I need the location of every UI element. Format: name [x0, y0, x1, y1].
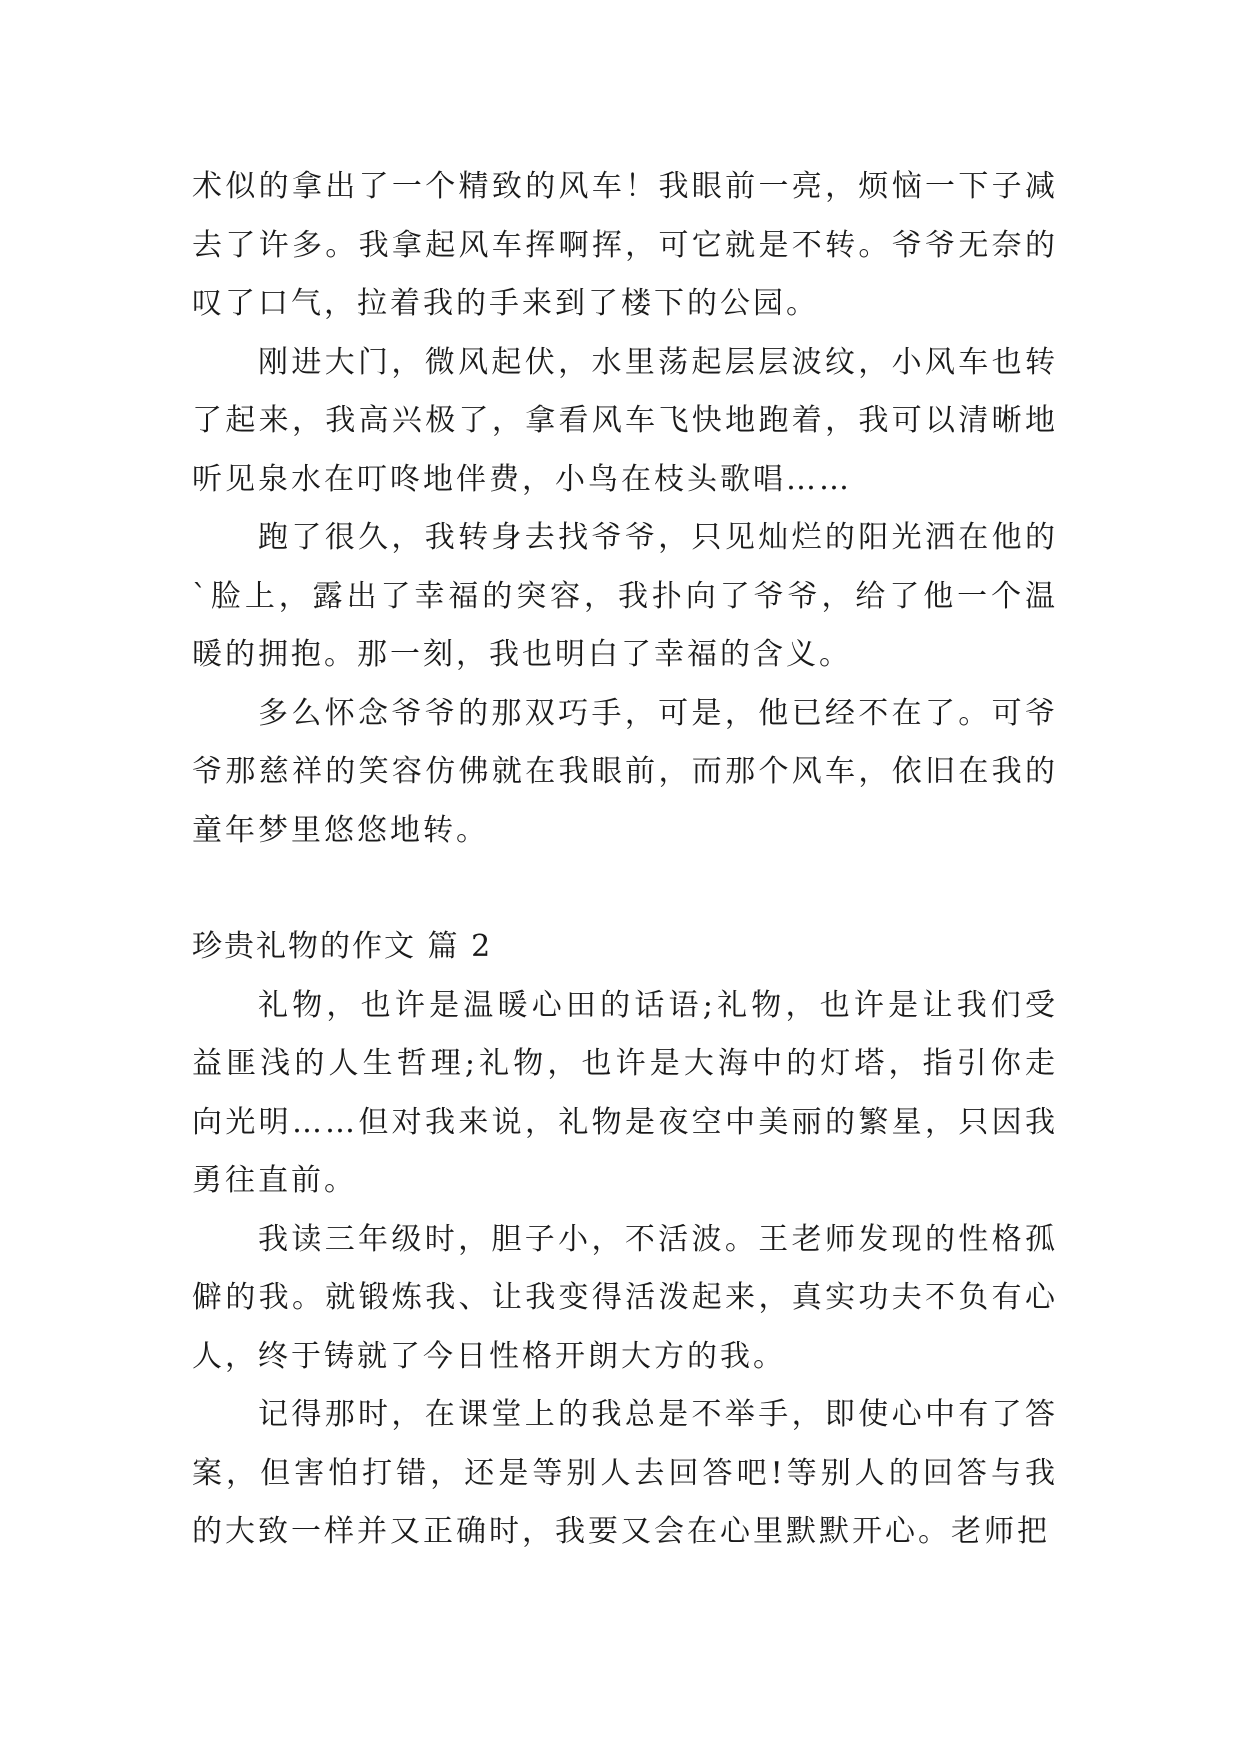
section-gap: [192, 860, 1058, 918]
paragraph: 记得那时，在课堂上的我总是不举手，即使心中有了答案，但害怕打错，还是等别人去回答吧!等别人的回答与我的大致一样并又正确时，我要又会在心里默默开心。老师把: [192, 1397, 1058, 1549]
section-heading: 珍贵礼物的作文 篇 2: [192, 929, 493, 964]
document-body: [192, 158, 1058, 1562]
paragraph: 我读三年级时，胆子小，不活波。王老师发现的性格孤僻的我。就锻炼我、让我变得活泼起来，真实功夫不负有心人，终于铸就了今日性格开朗大方的我。: [192, 1221, 1058, 1374]
paragraph: 刚进大门，微风起伏，水里荡起层层波纹，小风车也转了起来，我高兴极了，拿看风车飞快地跑着，我可以清晰地听见泉水在叮咚地伴费，小鸟在枝头歌唱……: [192, 344, 1058, 497]
paragraph: 礼物，也许是温暖心田的话语;礼物，也许是让我们受益匪浅的人生哲理;礼物，也许是大海中的灯塔，指引你走向光明……但对我来说，礼物是夜空中美丽的繁星，只因我勇往直前。: [192, 987, 1058, 1198]
paragraph: 多么怀念爷爷的那双巧手，可是，他已经不在了。可爷爷那慈祥的笑容仿佛就在我眼前，而那个风车，依旧在我的童年梦里悠悠地转。: [192, 695, 1058, 848]
paragraph: 跑了很久，我转身去找爷爷，只见灿烂的阳光洒在他的`脸上，露出了幸福的突容，我扑向了爷爷，给了他一个温暖的拥抱。那一刻，我也明白了幸福的含义。: [192, 520, 1058, 672]
paragraph-continued: 术似的拿出了一个精致的风车！我眼前一亮，烦恼一下子减去了许多。我拿起风车挥啊挥，可它就是不转。爷爷无奈的叹了口气，拉着我的手来到了楼下的公园。: [192, 169, 1058, 321]
